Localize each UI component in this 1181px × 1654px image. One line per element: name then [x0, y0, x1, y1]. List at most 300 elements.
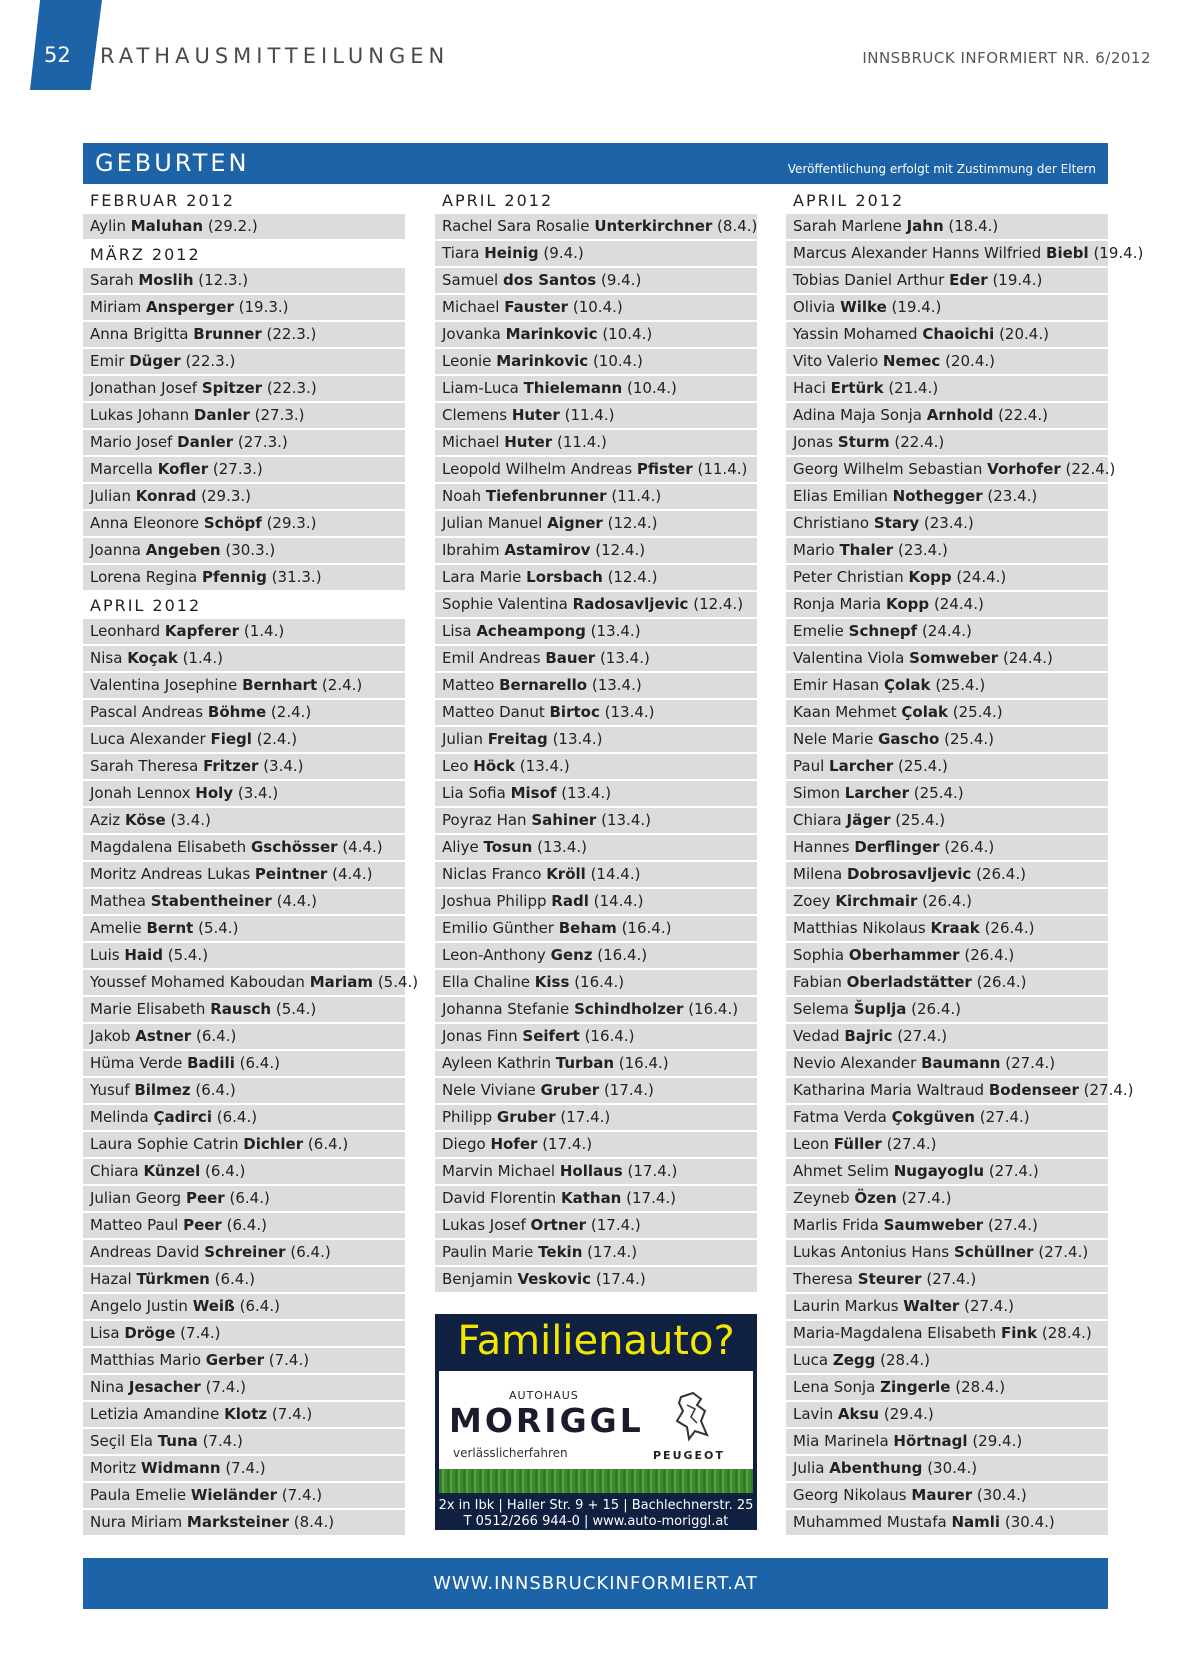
first-names: Magdalena Elisabeth [90, 838, 247, 856]
surname: dos Santos [503, 271, 597, 289]
surname: Fink [1001, 1324, 1038, 1342]
birth-entry [83, 835, 405, 860]
first-names: Lukas Antonius Hans [793, 1243, 950, 1261]
first-names: Miriam [90, 298, 142, 316]
first-names: Zoey [793, 892, 831, 910]
first-names: Laura Sophie Catrin [90, 1135, 239, 1153]
surname: Angeben [145, 541, 221, 559]
surname: Hörtnagl [893, 1432, 968, 1450]
first-names: Lisa [90, 1324, 120, 1342]
surname: Tiefenbrunner [485, 487, 607, 505]
birth-entry [83, 1078, 405, 1103]
birth-entry [786, 754, 1108, 779]
birth-entry [786, 1456, 1108, 1481]
birth-entry [83, 754, 405, 779]
first-names: Leopold Wilhelm Andreas [442, 460, 633, 478]
surname: Weiß [192, 1297, 235, 1315]
first-names: Seçil Ela [90, 1432, 153, 1450]
birth-date: (27.4.) [1005, 1054, 1056, 1072]
surname: Kröll [546, 865, 586, 883]
birth-entry [786, 268, 1108, 293]
birth-entry [786, 943, 1108, 968]
surname: Schnepf [848, 622, 918, 640]
surname: Birtoc [549, 703, 600, 721]
month-heading: APRIL 2012 [90, 596, 202, 615]
birth-date: (3.4.) [237, 784, 279, 802]
ad-slogan: verlässlicherfahren [453, 1446, 568, 1460]
birth-date: (27.4.) [901, 1189, 952, 1207]
footer-url[interactable]: WWW.INNSBRUCKINFORMIERT.AT [433, 1573, 758, 1594]
birth-date: (1.4.) [243, 622, 285, 640]
birth-entry [786, 619, 1108, 644]
first-names: Joshua Philipp [442, 892, 547, 910]
birth-entry [83, 349, 405, 374]
birth-entry [435, 781, 757, 806]
month-heading: APRIL 2012 [442, 191, 554, 210]
first-names: Sophie Valentina [442, 595, 568, 613]
first-names: Ronja Maria [793, 595, 882, 613]
birth-date: (4.4.) [342, 838, 383, 856]
birth-entry [786, 565, 1108, 590]
birth-entry [786, 1510, 1108, 1535]
first-names: Aziz [90, 811, 121, 829]
surname: Schöpf [203, 514, 262, 532]
birth-entry [435, 592, 757, 617]
birth-date: (16.4.) [574, 973, 625, 991]
first-names: Lukas Josef [442, 1216, 526, 1234]
ad-brand-name: MORIGGL [449, 1401, 644, 1440]
birth-entry [786, 1402, 1108, 1427]
first-names: Lia Sofia [442, 784, 506, 802]
surname: Brunner [193, 325, 262, 343]
birth-entry [83, 1051, 405, 1076]
surname: Namli [951, 1513, 1001, 1531]
first-names: Julia [793, 1459, 825, 1477]
surname: Bajric [844, 1027, 893, 1045]
first-names: Mario Josef [90, 433, 173, 451]
first-names: Niclas Franco [442, 865, 542, 883]
surname: Konrad [135, 487, 197, 505]
surname: Türkmen [136, 1270, 210, 1288]
first-names: Tobias Daniel Arthur [793, 271, 945, 289]
first-names: Joanna [90, 541, 141, 559]
surname: Lorsbach [526, 568, 603, 586]
first-names: Peter Christian [793, 568, 904, 586]
first-names: Lara Marie [442, 568, 522, 586]
birth-entry [786, 1429, 1108, 1454]
birth-date: (27.4.) [926, 1270, 977, 1288]
title-bar [83, 143, 1108, 184]
birth-date: (7.4.) [205, 1378, 246, 1396]
surname: Kiss [534, 973, 570, 991]
birth-entry [786, 1078, 1134, 1103]
birth-entry [435, 1051, 757, 1076]
birth-entry [786, 376, 1108, 401]
birth-date: (17.4.) [626, 1189, 677, 1207]
surname: Widmann [141, 1459, 221, 1477]
birth-entry [786, 673, 1108, 698]
birth-date: (26.4.) [976, 865, 1026, 883]
first-names: Emilio Günther [442, 919, 554, 937]
first-names: Chiara [793, 811, 842, 829]
first-names: Ibrahim [442, 541, 500, 559]
surname: Gascho [878, 730, 940, 748]
birth-entry [786, 592, 1108, 617]
first-names: Nisa [90, 649, 123, 667]
first-names: Jonah Lennox [90, 784, 191, 802]
birth-date: (27.4.) [1038, 1243, 1089, 1261]
birth-date: (27.4.) [1083, 1081, 1134, 1099]
birth-entry [786, 1186, 1108, 1211]
birth-date: (14.4.) [593, 892, 644, 910]
birth-date: (29.2.) [207, 217, 258, 235]
birth-entry [83, 673, 405, 698]
birth-entry [83, 1240, 405, 1265]
birth-entry [83, 1321, 405, 1346]
surname: Chaoichi [922, 325, 995, 343]
first-names: Hazal [90, 1270, 132, 1288]
footer-bar[interactable] [83, 1558, 1108, 1609]
birth-entry [435, 1186, 757, 1211]
first-names: Matteo [442, 676, 495, 694]
birth-entry [83, 727, 405, 752]
first-names: Nina [90, 1378, 125, 1396]
birth-date: (23.4.) [987, 487, 1038, 505]
birth-entry [786, 1159, 1108, 1184]
first-names: Liam-Luca [442, 379, 519, 397]
birth-entry [435, 268, 757, 293]
birth-date: (25.4.) [913, 784, 964, 802]
surname: Fiegl [210, 730, 252, 748]
birth-entry [435, 808, 757, 833]
first-names: Amelie [90, 919, 142, 937]
birth-date: (12.4.) [595, 541, 646, 559]
advertisement[interactable] [435, 1314, 757, 1530]
birth-entry [435, 619, 757, 644]
consent-note: Veröffentlichung erfolgt mit Zustimmung der Eltern [787, 162, 1096, 176]
surname: Danler [193, 406, 250, 424]
ad-autohaus-label: AUTOHAUS [509, 1389, 579, 1402]
surname: Kirchmair [835, 892, 918, 910]
birth-entry [83, 1105, 405, 1130]
birth-date: (24.4.) [933, 595, 984, 613]
first-names: Georg Wilhelm Sebastian [793, 460, 983, 478]
first-names: Melinda [90, 1108, 149, 1126]
birth-date: (25.4.) [944, 730, 994, 748]
birth-date: (29.4.) [883, 1405, 934, 1423]
birth-entry [83, 997, 405, 1022]
birth-entry [786, 1213, 1108, 1238]
birth-entry [83, 268, 405, 293]
surname: Pfister [636, 460, 693, 478]
surname: Somweber [909, 649, 999, 667]
ad-contact: T 0512/266 944-0 | www.auto-moriggl.at [463, 1514, 729, 1529]
birth-date: (12.4.) [607, 514, 658, 532]
month-heading: MÄRZ 2012 [90, 245, 201, 264]
birth-date: (20.4.) [945, 352, 995, 370]
surname: Haid [124, 946, 163, 964]
birth-entry [83, 376, 405, 401]
birth-date: (13.4.) [561, 784, 612, 802]
first-names: Jovanka [442, 325, 501, 343]
birth-date: (7.4.) [271, 1405, 313, 1423]
birth-date: (5.4.) [377, 973, 419, 991]
birth-entry [435, 916, 757, 941]
first-names: Angelo Justin [90, 1297, 188, 1315]
birth-entry [786, 1051, 1108, 1076]
birth-date: (31.3.) [271, 568, 322, 586]
first-names: Matthias Mario [90, 1351, 201, 1369]
birth-entry [435, 1159, 757, 1184]
surname: Thaler [839, 541, 894, 559]
surname: Moslih [138, 271, 194, 289]
birth-entry [786, 214, 1108, 239]
first-names: Lavin [793, 1405, 834, 1423]
birth-entry [83, 808, 405, 833]
birth-entry [786, 538, 1108, 563]
first-names: Aylin [90, 217, 126, 235]
birth-entry [83, 1024, 405, 1049]
birth-date: (1.4.) [182, 649, 223, 667]
surname: Tosun [483, 838, 533, 856]
birth-entry [435, 538, 757, 563]
birth-entry [786, 1105, 1108, 1130]
birth-entry [786, 889, 1108, 914]
surname: Seifert [522, 1027, 580, 1045]
first-names: Moritz Andreas Lukas [90, 865, 251, 883]
surname: Holy [195, 784, 234, 802]
birth-entry [435, 943, 757, 968]
peugeot-lion-icon [671, 1391, 715, 1441]
birth-entry [786, 1375, 1108, 1400]
first-names: Anna Brigitta [90, 325, 189, 343]
birth-date: (13.4.) [552, 730, 603, 748]
first-names: Clemens [442, 406, 508, 424]
birth-date: (5.4.) [198, 919, 239, 937]
first-names: Selema [793, 1000, 849, 1018]
surname: Stabentheiner [150, 892, 272, 910]
birth-entry [786, 1024, 1108, 1049]
surname: Derflinger [854, 838, 940, 856]
surname: Šuplja [853, 1000, 907, 1018]
surname: Marinkovic [505, 325, 598, 343]
birth-date: (16.4.) [584, 1027, 635, 1045]
surname: Çolak [883, 676, 931, 694]
grass-strip [439, 1469, 753, 1493]
first-names: Julian Georg [90, 1189, 182, 1207]
first-names: Marlis Frida [793, 1216, 879, 1234]
birth-entry [83, 916, 405, 941]
birth-entry [786, 700, 1108, 725]
issue-label: INNSBRUCK INFORMIERT NR. 6/2012 [862, 49, 1151, 67]
surname: Schindholzer [574, 1000, 684, 1018]
surname: Zingerle [880, 1378, 951, 1396]
birth-entry [786, 727, 1108, 752]
surname: Fritzer [203, 757, 259, 775]
surname: Bernhart [242, 676, 318, 694]
first-names: Marcus Alexander Hanns Wilfried [793, 244, 1042, 262]
first-names: Poyraz Han [442, 811, 527, 829]
first-names: Marie Elisabeth [90, 1000, 206, 1018]
birth-date: (9.4.) [601, 271, 642, 289]
birth-date: (27.3.) [212, 460, 263, 478]
birth-date: (6.4.) [196, 1027, 237, 1045]
surname: Sahiner [531, 811, 597, 829]
first-names: Lisa [442, 622, 472, 640]
birth-entry [786, 1483, 1108, 1508]
surname: Dobrosavljevic [847, 865, 972, 883]
birth-entry [83, 1456, 405, 1481]
birth-entry [786, 484, 1108, 509]
birth-entry [435, 1078, 757, 1103]
birth-date: (27.3.) [237, 433, 288, 451]
first-names: Letizia Amandine [90, 1405, 220, 1423]
first-names: Noah [442, 487, 482, 505]
surname: Tuna [157, 1432, 198, 1450]
surname: Çolak [901, 703, 948, 721]
surname: Tekin [538, 1243, 583, 1261]
birth-date: (11.4.) [564, 406, 615, 424]
surname: Walter [903, 1297, 960, 1315]
first-names: Emil Andreas [442, 649, 541, 667]
birth-entry [786, 646, 1108, 671]
birth-date: (24.4.) [921, 622, 972, 640]
surname: Eder [949, 271, 988, 289]
birth-entry [786, 835, 1108, 860]
birth-date: (10.4.) [627, 379, 677, 397]
first-names: Simon [793, 784, 840, 802]
birth-entry [786, 403, 1108, 428]
surname: Danler [177, 433, 234, 451]
first-names: Emir Hasan [793, 676, 880, 694]
first-names: Yassin Mohamed [793, 325, 918, 343]
birth-entry [83, 322, 405, 347]
surname: Dröge [124, 1324, 176, 1342]
birth-date: (29.3.) [266, 514, 317, 532]
birth-date: (26.4.) [984, 919, 1035, 937]
surname: Özen [854, 1189, 897, 1207]
surname: Peintner [254, 865, 328, 883]
birth-date: (30.4.) [927, 1459, 978, 1477]
birth-date: (10.4.) [592, 352, 643, 370]
first-names: Haci [793, 379, 826, 397]
first-names: Julian [90, 487, 131, 505]
birth-entry [435, 322, 757, 347]
birth-entry [83, 1348, 405, 1373]
surname: Marksteiner [186, 1513, 289, 1531]
birth-entry [786, 997, 1108, 1022]
birth-date: (23.4.) [923, 514, 974, 532]
surname: Larcher [829, 757, 894, 775]
surname: Huter [504, 433, 553, 451]
birth-date: (12.4.) [693, 595, 744, 613]
birth-date: (6.4.) [205, 1162, 246, 1180]
first-names: Jonathan Josef [90, 379, 198, 397]
surname: Höck [473, 757, 516, 775]
surname: Turban [555, 1054, 614, 1072]
surname: Stary [873, 514, 920, 532]
first-names: Matteo Paul [90, 1216, 179, 1234]
birth-date: (17.4.) [603, 1081, 654, 1099]
birth-date: (22.4.) [998, 406, 1048, 424]
surname: Kraak [930, 919, 980, 937]
birth-date: (17.4.) [587, 1243, 638, 1261]
birth-date: (17.4.) [560, 1108, 611, 1126]
birth-date: (4.4.) [276, 892, 317, 910]
birth-date: (13.4.) [604, 703, 655, 721]
first-names: Milena [793, 865, 843, 883]
birth-entry [83, 403, 405, 428]
birth-date: (16.4.) [618, 1054, 669, 1072]
first-names: Valentina Viola [793, 649, 905, 667]
first-names: Marvin Michael [442, 1162, 556, 1180]
birth-entry [83, 700, 405, 725]
first-names: David Florentin [442, 1189, 557, 1207]
birth-entry [83, 889, 405, 914]
birth-entry [83, 1402, 405, 1427]
birth-entry [435, 376, 757, 401]
first-names: Adina Maja Sonja [793, 406, 922, 424]
birth-entry [435, 241, 757, 266]
birth-date: (28.4.) [955, 1378, 1006, 1396]
birth-date: (2.4.) [321, 676, 363, 694]
surname: Abenthung [829, 1459, 923, 1477]
surname: Bernarello [499, 676, 588, 694]
first-names: Emelie [793, 622, 844, 640]
surname: Acheampong [476, 622, 586, 640]
first-names: Mario [793, 541, 835, 559]
birth-date: (7.4.) [180, 1324, 221, 1342]
surname: Larcher [844, 784, 909, 802]
first-names: Julian Manuel [442, 514, 543, 532]
surname: Gruber [540, 1081, 600, 1099]
first-names: Johanna Stefanie [442, 1000, 570, 1018]
birth-entry [83, 1483, 405, 1508]
surname: Nemec [882, 352, 941, 370]
birth-date: (13.4.) [590, 622, 641, 640]
birth-entry [786, 1294, 1108, 1319]
birth-date: (16.4.) [621, 919, 672, 937]
birth-entry [786, 781, 1108, 806]
birth-date: (29.3.) [201, 487, 252, 505]
birth-date: (26.4.) [944, 838, 995, 856]
birth-date: (6.4.) [290, 1243, 331, 1261]
first-names: Michael [442, 433, 500, 451]
birth-entry [83, 295, 405, 320]
birth-date: (18.4.) [948, 217, 999, 235]
ad-headline: Familienauto? [457, 1318, 735, 1364]
first-names: Mia Marinela [793, 1432, 889, 1450]
births-column-3 [786, 187, 1144, 1537]
birth-date: (19.4.) [891, 298, 942, 316]
surname: Ansperger [146, 298, 234, 316]
first-names: Nele Marie [793, 730, 874, 748]
first-names: Benjamin [442, 1270, 513, 1288]
birth-date: (9.4.) [543, 244, 584, 262]
first-names: Olivia [793, 298, 836, 316]
first-names: Paulin Marie [442, 1243, 534, 1261]
first-names: Luis [90, 946, 120, 964]
surname: Kopp [908, 568, 952, 586]
birth-date: (6.4.) [216, 1108, 258, 1126]
birth-entry [83, 1186, 405, 1211]
birth-date: (8.4.) [717, 217, 758, 235]
first-names: Hannes [793, 838, 850, 856]
surname: Kapferer [164, 622, 240, 640]
birth-entry [786, 916, 1108, 941]
first-names: Hüma Verde [90, 1054, 183, 1072]
first-names: Matteo Danut [442, 703, 545, 721]
